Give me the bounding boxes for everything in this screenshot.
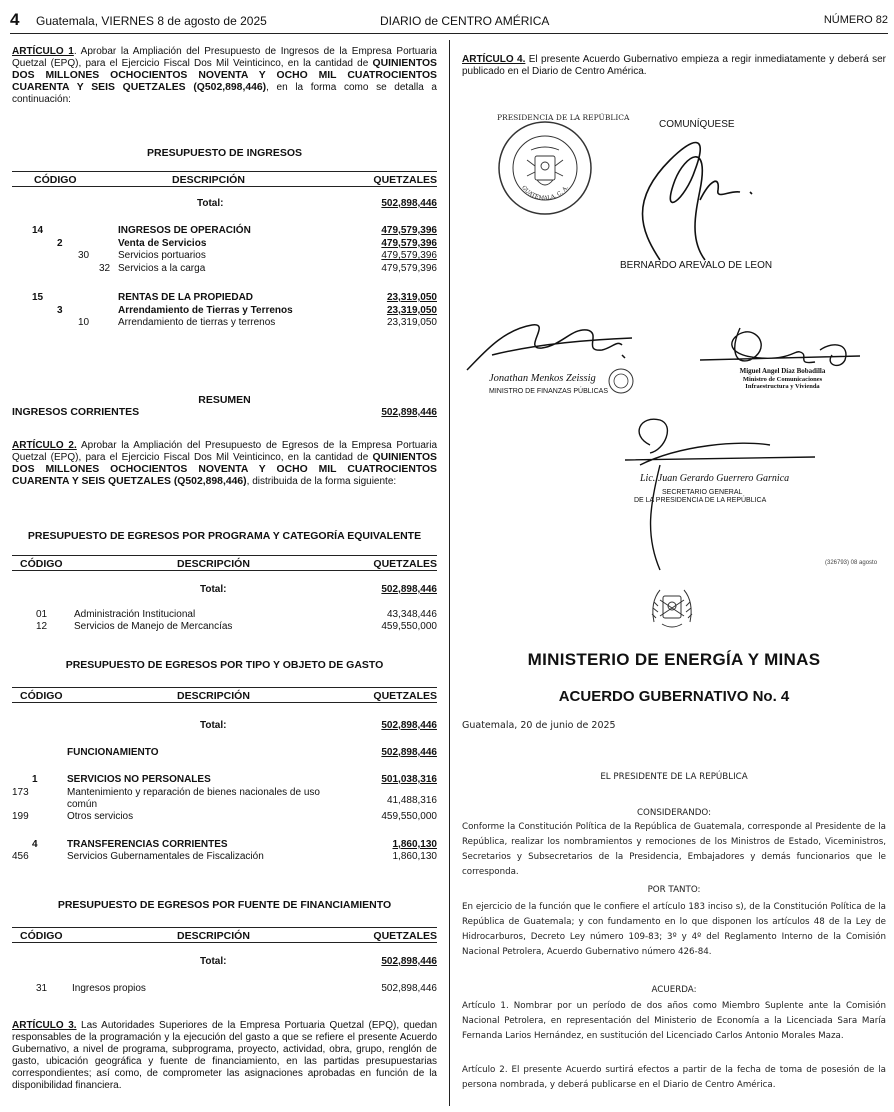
resumen-title: RESUMEN <box>198 394 251 406</box>
row-amount: 479,579,396 <box>381 225 437 236</box>
row-code: 1 <box>32 774 38 785</box>
ingresos-title: PRESUPUESTO DE INGRESOS <box>146 147 302 159</box>
row-description: Arrendamiento de Tierras y Terrenos <box>118 305 293 316</box>
row-description: Mantenimiento y reparación de bienes nacionales de uso <box>67 787 320 798</box>
secretary-name: Lic. Juan Gerardo Guerrero Garnica <box>640 473 790 484</box>
presidential-seal <box>497 113 630 216</box>
article-1-text-a: . Aprobar la Ampliación del Presupuesto de Ingresos de la Empresa Portuaria Quetzal (EPQ), para el Ejercicio Fiscal Dos Mil Veinticinco, en la cantidad de <box>12 46 437 69</box>
article-1-amount-words: QUINIENTOS DOS MILLONES OCHOCIENTOS NOVENTA Y OCHO MIL CUATROCIENTOS CUARENTA Y SEIS QUETZALES (Q502,898,446) <box>12 58 437 93</box>
row-amount: 459,550,000 <box>381 811 437 822</box>
funcionamiento-amount: 502,898,446 <box>381 747 437 758</box>
row-amount: 1,860,130 <box>392 851 437 862</box>
row-code: 14 <box>32 225 44 236</box>
article-2-text-a: Aprobar la Ampliación del Presupuesto de Egresos de la Empresa Portuaria Quetzal (EPQ), para el Ejercicio Fiscal Dos Mil Veinticinco, en la cantidad de <box>12 440 438 463</box>
row-description: INGRESOS DE OPERACIÓN <box>118 225 251 236</box>
row-description: Administración Institucional <box>74 609 196 620</box>
row-amount: 23,319,050 <box>386 317 437 328</box>
article-1-label: ARTÍCULO 1 <box>12 46 74 57</box>
finance-stamp-icon <box>608 368 634 394</box>
article-3 <box>12 1020 437 1092</box>
col-amt: QUETZALES <box>373 174 437 186</box>
fuente-table-header <box>12 927 437 943</box>
row-amount: 459,550,000 <box>381 621 437 632</box>
row-description: Servicios a la carga <box>118 263 206 274</box>
col-code: CÓDIGO <box>20 930 63 942</box>
acuerdo-title: ACUERDO GUBERNATIVO No. 4 <box>558 688 790 705</box>
row-description: Venta de Servicios <box>118 238 207 249</box>
communications-minister-title-2: Infraestructura y Vivienda <box>745 383 820 390</box>
col-code: CÓDIGO <box>34 174 77 186</box>
row-code: 199 <box>12 811 29 822</box>
publication-reference: (326793) 08 agosto <box>825 560 878 566</box>
row-description: Servicios portuarios <box>118 250 206 261</box>
col-code: CÓDIGO <box>20 558 63 570</box>
header-date: Guatemala, VIERNES 8 de agosto de 2025 <box>36 14 267 28</box>
row-code: 31 <box>36 983 48 994</box>
row-code: 3 <box>57 305 63 316</box>
considerando-title: CONSIDERANDO: <box>636 808 712 818</box>
article-2-amount-words: QUINIENTOS DOS MILLONES OCHOCIENTOS NOVENTA Y OCHO MIL CUATROCIENTOS CUARENTA Y SEIS QUETZALES (Q502,898,446) <box>12 452 437 487</box>
row-code: 4 <box>32 839 38 850</box>
row-code: 32 <box>99 263 111 274</box>
row-description: TRANSFERENCIAS CORRIENTES <box>67 839 228 850</box>
row-description: RENTAS DE LA PROPIEDAD <box>118 292 254 303</box>
total-amount: 502,898,446 <box>381 956 437 967</box>
article-3-label: ARTÍCULO 3. <box>12 1020 77 1031</box>
total-amount: 502,898,446 <box>381 198 437 209</box>
comuniquese: COMUNÍQUESE <box>659 119 735 130</box>
row-code: 2 <box>57 238 63 249</box>
funcionamiento-label: FUNCIONAMIENTO <box>67 747 159 758</box>
row-code: 456 <box>12 851 29 862</box>
article-4 <box>462 54 886 78</box>
acuerda-title: ACUERDA: <box>651 985 697 995</box>
row-description-cont: común <box>67 799 98 810</box>
row-amount: 479,579,396 <box>381 250 437 261</box>
row-amount: 479,579,396 <box>381 238 437 249</box>
col-code: CÓDIGO <box>20 690 63 702</box>
programa-title: PRESUPUESTO DE EGRESOS POR PROGRAMA Y CATEGORÍA EQUIVALENTE <box>27 530 422 542</box>
tipo-table-header <box>12 687 437 703</box>
coat-of-arms-icon <box>646 582 698 634</box>
row-code: 10 <box>78 317 90 328</box>
acuerdo-article-2: Artículo 2. El presente Acuerdo surtirá efectos a partir de la fecha de toma de posesión de la persona nombrada, y deberá publicarse en el Diario de Centro América. <box>462 1065 886 1090</box>
row-code: 173 <box>12 787 29 798</box>
row-amount: 479,579,396 <box>381 263 437 274</box>
article-1-text-b: , en la forma como se detalla a continuación: <box>12 82 437 105</box>
row-amount: 502,898,446 <box>381 983 437 994</box>
secretary-title-2: DE LA PRESIDENCIA DE LA REPÚBLICA <box>634 497 767 504</box>
total-label: Total: <box>200 720 227 731</box>
row-description: Arrendamiento de tierras y terrenos <box>118 317 276 328</box>
article-4-label: ARTÍCULO 4. <box>462 54 526 65</box>
article-2-text-b: , distribuida de la forma siguiente: <box>246 476 397 487</box>
finance-minister-title: MINISTRO DE FINANZAS PÚBLICAS <box>489 388 609 395</box>
row-amount: 43,348,446 <box>386 609 437 620</box>
row-code: 12 <box>36 621 48 632</box>
fuente-title: PRESUPUESTO DE EGRESOS POR FUENTE DE FINANCIAMIENTO <box>57 899 392 911</box>
acuerdo-date: Guatemala, 20 de junio de 2025 <box>462 720 616 731</box>
row-code: 01 <box>36 609 48 620</box>
row-amount: 41,488,316 <box>386 795 437 806</box>
col-desc: DESCRIPCIÓN <box>177 690 250 702</box>
col-desc: DESCRIPCIÓN <box>177 558 250 570</box>
article-4-text: El presente Acuerdo Gubernativo empieza a regir inmediatamente y deberá ser publicado en el Diario de Centro América. <box>462 54 886 77</box>
column-divider <box>449 40 450 1106</box>
article-2 <box>12 440 437 488</box>
resumen-amount: 502,898,446 <box>381 407 437 418</box>
page-header <box>10 10 888 34</box>
seal-text: PRESIDENCIA DE LA REPÚBLICA <box>497 113 630 122</box>
president-signature <box>600 120 790 270</box>
total-amount: 502,898,446 <box>381 720 437 731</box>
seal-bottom-text: GUATEMALA, C. A. <box>520 184 570 202</box>
finance-minister-name: Jonathan Menkos Zeissig <box>489 373 596 384</box>
communications-minister-title-1: Ministro de Comunicaciones <box>742 376 823 383</box>
communications-minister-name: Miguel Angel Díaz Bobadilla <box>739 367 826 375</box>
portanto-title: POR TANTO: <box>647 885 701 895</box>
considerando-text: Conforme la Constitución Política de la República de Guatemala, corresponde al Presidente de la República, realizar los nombramientos y remociones de los Ministros de Estado, Viceministros, Secretarios y Subsecretarios de la Presidencia, Embajadores y demás funcionarios que le corresponda. <box>462 822 886 877</box>
total-amount: 502,898,446 <box>381 584 437 595</box>
secretary-title-1: SECRETARIO GENERAL <box>662 489 743 496</box>
portanto-text: En ejercicio de la función que le confiere el artículo 183 inciso s), de la Constitución Política de la República de Guatemala; y con fundamento en lo que disponen los artículos 48 de la Ley de Hidrocarburos, Decreto Ley número 109-83; 3º y 4º del Reglamento Interno de la Comisión Nacional Petrolera, Acuerdo Gubernativo número 426-84. <box>462 902 886 957</box>
issue-number: NÚMERO 82 <box>823 14 888 26</box>
total-label: Total: <box>200 584 227 595</box>
row-description: Ingresos propios <box>72 983 146 994</box>
ingresos-table-header <box>12 171 437 187</box>
coat-of-arms-icon <box>527 147 563 185</box>
col-desc: DESCRIPCIÓN <box>172 174 245 186</box>
programa-table-header <box>12 555 437 571</box>
row-description: SERVICIOS NO PERSONALES <box>67 774 211 785</box>
total-label: Total: <box>197 198 224 209</box>
row-code: 30 <box>78 250 90 261</box>
col-desc: DESCRIPCIÓN <box>177 930 250 942</box>
resumen-label: INGRESOS CORRIENTES <box>12 406 140 418</box>
total-label: Total: <box>200 956 227 967</box>
president-name: BERNARDO AREVALO DE LEON <box>620 260 773 271</box>
row-code: 15 <box>32 292 44 303</box>
row-description: Servicios Gubernamentales de Fiscalización <box>67 851 264 862</box>
row-description: Servicios de Manejo de Mercancías <box>74 621 233 632</box>
article-2-label: ARTÍCULO 2. <box>12 440 77 451</box>
row-amount: 23,319,050 <box>386 305 437 316</box>
col-amt: QUETZALES <box>373 930 437 942</box>
acuerdo-article-1: Artículo 1. Nombrar por un período de dos años como Miembro Suplente ante la Comisión Nacional Petrolera, en representación del Ministerio de Economía a la Licenciada Sara María Fernanda Larios Hernández, en sustitución del Licenciado Carlos Antonio Morales Maza. <box>462 1001 886 1041</box>
newspaper-name: DIARIO de CENTRO AMÉRICA <box>380 14 550 28</box>
col-amt: QUETZALES <box>373 558 437 570</box>
col-amt: QUETZALES <box>373 690 437 702</box>
row-description: Otros servicios <box>67 811 134 822</box>
ministry-title: MINISTERIO DE ENERGÍA Y MINAS <box>527 650 821 669</box>
article-1 <box>12 46 437 106</box>
tipo-title: PRESUPUESTO DE EGRESOS POR TIPO Y OBJETO DE GASTO <box>65 659 384 671</box>
article-3-text: Las Autoridades Superiores de la Empresa Portuaria Quetzal (EPQ), quedan responsables de la programación y la ejecución del gasto a que se refiere el presente Acuerdo Gubernativo, a nivel de programa, subprograma, proyecto, actividad, obra, grupo, renglón de gasto, ubicación geográfica y fuente de financiamiento, en las partidas presupuestarias correspondientes; así como, de comprometer las asignaciones aprobadas en función de la disponibilidad financiera. <box>12 1020 437 1091</box>
row-amount: 23,319,050 <box>386 292 437 303</box>
row-amount: 501,038,316 <box>381 774 437 785</box>
row-amount: 1,860,130 <box>392 839 437 850</box>
president-heading: EL PRESIDENTE DE LA REPÚBLICA <box>600 772 748 782</box>
page-number: 4 <box>10 10 20 29</box>
